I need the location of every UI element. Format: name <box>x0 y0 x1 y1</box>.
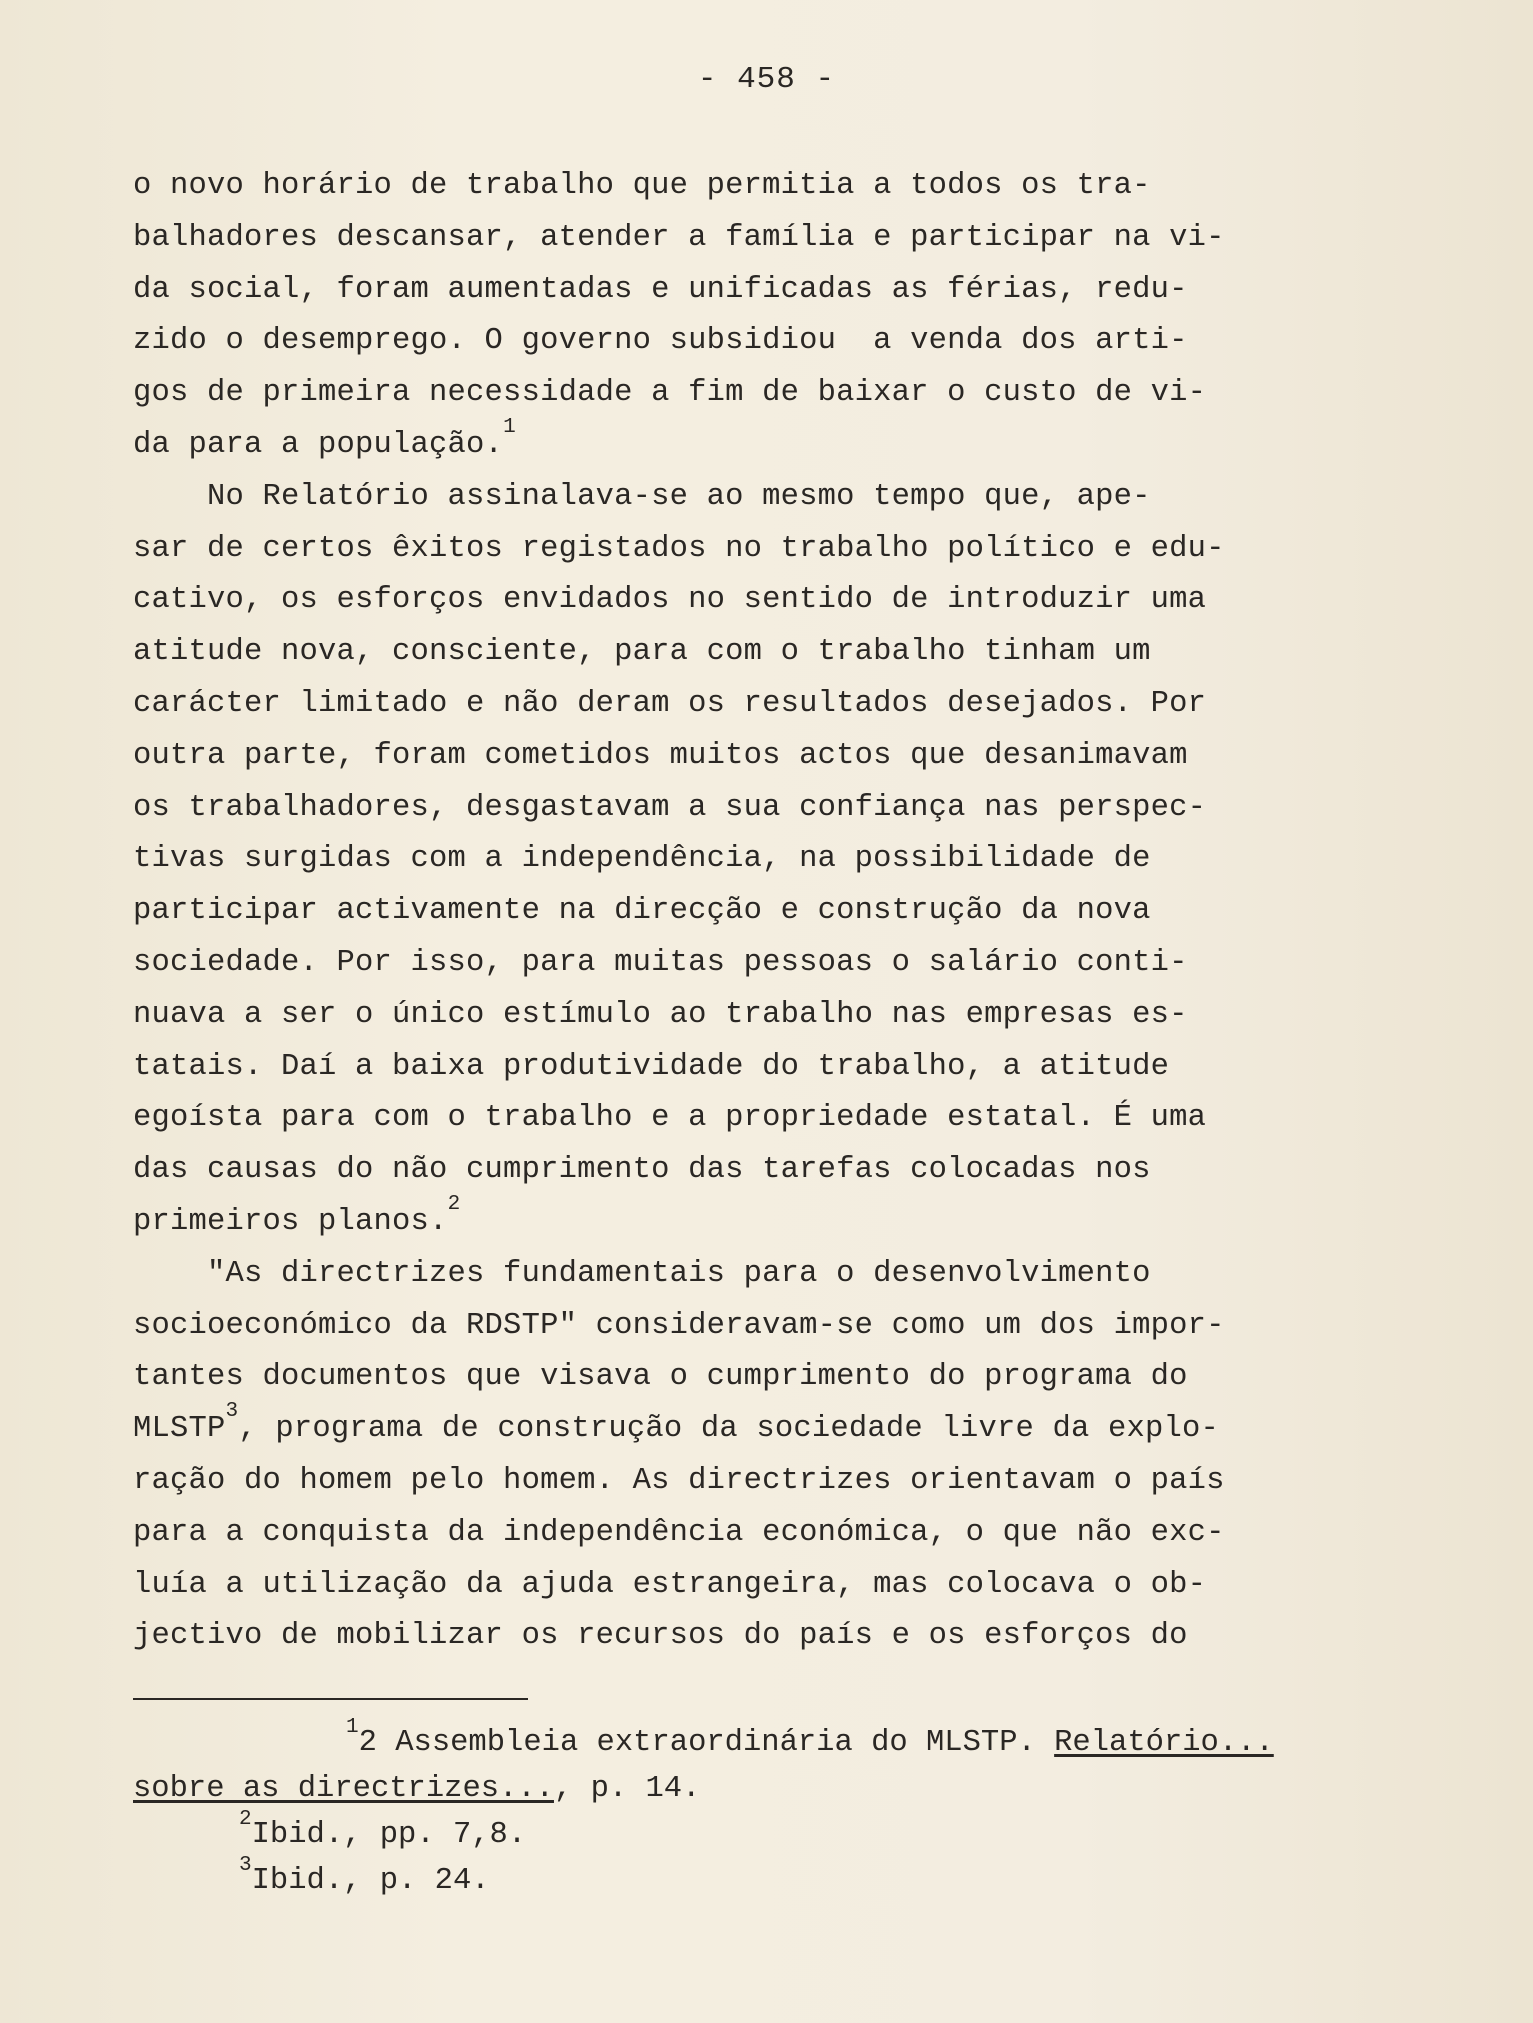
text-line: os trabalhadores, desgastavam a sua confiança nas perspec- <box>133 790 1207 825</box>
text-line-with-footnote <box>133 1400 1393 1456</box>
text-line: jectivo de mobilizar os recursos do país e os esforços do <box>133 1619 1188 1654</box>
footnote-ref-2: 2 <box>447 1192 461 1216</box>
text-line: para a conquista da independência económica, o que não exc- <box>133 1515 1225 1550</box>
text-line: sociedade. Por isso, para muitas pessoas o salário conti- <box>133 945 1188 980</box>
text-line: tivas surgidas com a independência, na possibilidade de <box>133 842 1151 877</box>
text-line: participar activamente na direcção e construção da nova <box>133 894 1151 929</box>
text-line: tatais. Daí a baixa produtividade do trabalho, a atitude <box>133 1049 1170 1084</box>
footnote-1-mark: 1 <box>346 1716 359 1739</box>
footnote-2 <box>133 1808 1393 1858</box>
text-line: atitude nova, consciente, para com o trabalho tinham um <box>133 635 1151 670</box>
text-line-with-footnote <box>133 1192 1393 1249</box>
text-line: das causas do não cumprimento das tarefas colocadas nos <box>133 1153 1151 1188</box>
footnote-3 <box>133 1854 1393 1904</box>
text-line: egoísta para com o trabalho e a propriedade estatal. É uma <box>133 1101 1207 1136</box>
text-line: outra parte, foram cometidos muitos actos que desanimavam <box>133 738 1188 773</box>
text-line: zido o desemprego. O governo subsidiou a venda dos arti- <box>133 324 1188 359</box>
footnote-divider <box>133 1698 528 1700</box>
line-text: primeiros planos. <box>133 1204 448 1239</box>
body-text <box>133 161 1393 1663</box>
text-line: ração do homem pelo homem. As directrizes orientavam o país <box>133 1463 1225 1498</box>
footnote-ref-3: 3 <box>225 1400 239 1424</box>
footnotes <box>133 1716 1393 1904</box>
page-number: - 458 - <box>697 62 836 97</box>
text-line: "As directrizes fundamentais para o desenvolvimento <box>133 1256 1151 1291</box>
footnote-2-mark: 2 <box>239 1808 252 1831</box>
line-text-rest: , programa de construção da sociedade livre da explo- <box>238 1412 1219 1447</box>
text-line: nuava a ser o único estímulo ao trabalho nas empresas es- <box>133 997 1188 1032</box>
text-line: No Relatório assinalava-se ao mesmo tempo que, ape- <box>133 479 1151 514</box>
footnote-1-title: Relatório... <box>1054 1726 1274 1760</box>
text-line-with-footnote <box>133 415 1393 472</box>
footnote-ref-1: 1 <box>503 415 516 439</box>
text-line: tantes documentos que visava o cumprimento do programa do <box>133 1360 1188 1395</box>
text-line: sar de certos êxitos registados no trabalho político e edu- <box>133 531 1225 566</box>
footnote-1-continued <box>133 1766 1393 1812</box>
text-line: gos de primeira necessidade a fim de baixar o custo de vi- <box>133 376 1207 411</box>
footnote-3-text: Ibid., p. 24. <box>251 1864 490 1898</box>
text-line: o novo horário de trabalho que permitia a todos os tra- <box>133 169 1151 203</box>
text-line: da social, foram aumentadas e unificadas as férias, redu- <box>133 272 1188 307</box>
text-line: socioeconómico da RDSTP" consideravam-se como um dos impor- <box>133 1308 1225 1343</box>
footnote-3-mark: 3 <box>239 1854 252 1877</box>
footnote-1 <box>133 1716 1393 1766</box>
footnote-1-text: 2 Assembleia extraordinária do MLSTP. <box>358 1726 1055 1760</box>
line-text: da para a população. <box>133 427 504 462</box>
line-text: MLSTP <box>133 1412 226 1447</box>
footnote-2-text: Ibid., pp. 7,8. <box>251 1818 527 1852</box>
text-line: carácter limitado e não deram os resultados desejados. Por <box>133 686 1207 721</box>
footnote-1-page: , p. 14. <box>553 1772 701 1806</box>
text-line: balhadores descansar, atender a família e participar na vi- <box>133 220 1225 255</box>
text-line: cativo, os esforços envidados no sentido de introduzir uma <box>133 583 1207 618</box>
text-line: luía a utilização da ajuda estrangeira, mas colocava o ob- <box>133 1567 1207 1602</box>
footnote-1-title-cont: sobre as directrizes... <box>133 1772 554 1806</box>
